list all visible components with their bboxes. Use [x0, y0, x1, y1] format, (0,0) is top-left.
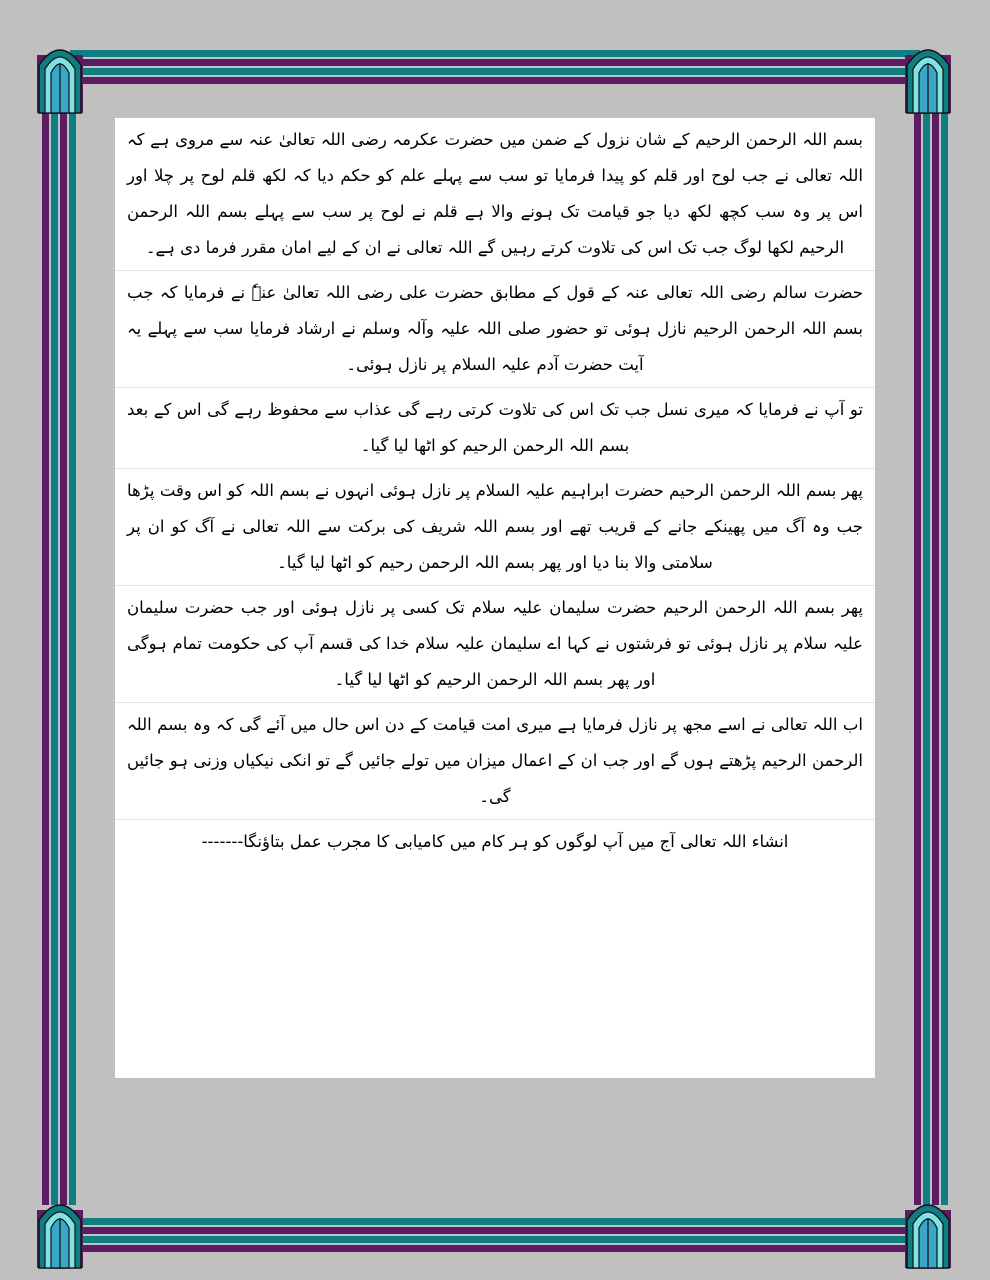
corner-arch-icon — [903, 35, 953, 115]
frame-bottom-bar — [70, 1218, 920, 1252]
frame-left-bar — [42, 80, 76, 1205]
paragraph-1: بسم اللہ الرحمن الرحیم کے شان نزول کے ضمن میں حضرت عکرمہ رضی اللہ تعالیٰ عنہ سے مروی ہے کہ اللہ تعالی نے جب لوح اور قلم کو پیدا فرمایا تو سب سے پہلے علم کو حکم دیا کہ لکھ قلم لوح پر چلا اور اس پر وہ سب کچھ لکھ دیا جو قیامت تک ہونے والا ہے قلم نے لوح پر سب سے پہلے بسم اللہ الرحمن الرحیم لکھا لوگ جب تک اس کی تلاوت کرتے رہیں گے اللہ تعالی نے ان کے لیے امان مقرر فرما دی ہے۔ — [115, 118, 875, 271]
paragraph-3: تو آپ نے فرمایا کہ میری نسل جب تک اس کی تلاوت کرتی رہے گی عذاب سے محفوظ رہے گی اس کے بعد بسم اللہ الرحمن الرحیم کو اٹھا لیا گیا۔ — [115, 388, 875, 469]
paragraph-2: حضرت سالم رضی اللہ تعالی عنہ کے قول کے مطابق حضرت علی رضی اللہ تعالیٰ عنہٗ نے فرمایا کہ جب بسم اللہ الرحمن الرحیم نازل ہوئی تو حضور صلی اللہ علیہ وآلہ وسلم نے ارشاد فرمایا سب سے پہلے یہ آیت حضرت آدم علیہ السلام پر نازل ہوئی۔ — [115, 271, 875, 388]
paragraph-4: پھر بسم اللہ الرحمن الرحیم حضرت ابراہیم علیہ السلام پر نازل ہوئی انہوں نے بسم اللہ کو اس وقت پڑھا جب وہ آگ میں پھینکے جانے کے قریب تھے اور بسم اللہ شریف کی برکت سے اللہ تعالی نے آگ کو ان پر سلامتی والا بنا دیا اور پھر بسم اللہ الرحمن رحیم کو اٹھا لیا گیا۔ — [115, 469, 875, 586]
paragraph-5: پھر بسم اللہ الرحمن الرحیم حضرت سلیمان علیہ سلام تک کسی پر نازل ہوئی اور جب حضرت سلیمان علیہ سلام پر نازل ہوئی تو فرشتوں نے کہا اے سلیمان علیہ سلام خدا کی قسم آپ کی حکومت تمام ہوگی اور پھر بسم اللہ الرحمن الرحیم کو اٹھا لیا گیا۔ — [115, 586, 875, 703]
frame-top-bar — [70, 50, 920, 84]
content-page — [115, 118, 875, 1078]
corner-arch-icon — [903, 1190, 953, 1270]
corner-arch-icon — [35, 35, 85, 115]
paragraph-6: اب اللہ تعالی نے اسے مجھ پر نازل فرمایا ہے میری امت قیامت کے دن اس حال میں آئے گی کہ وہ بسم اللہ الرحمن الرحیم پڑھتے ہوں گے اور جب ان کے اعمال میزان میں تولے جائیں گے تو انکی نیکیاں وزنی ہو جائیں گی۔ — [115, 703, 875, 820]
corner-arch-icon — [35, 1190, 85, 1270]
frame-right-bar — [914, 80, 948, 1205]
paragraph-7: انشاء اللہ تعالی آج میں آپ لوگوں کو ہر کام میں کامیابی کا مجرب عمل بتاؤنگا------- — [201, 832, 789, 851]
